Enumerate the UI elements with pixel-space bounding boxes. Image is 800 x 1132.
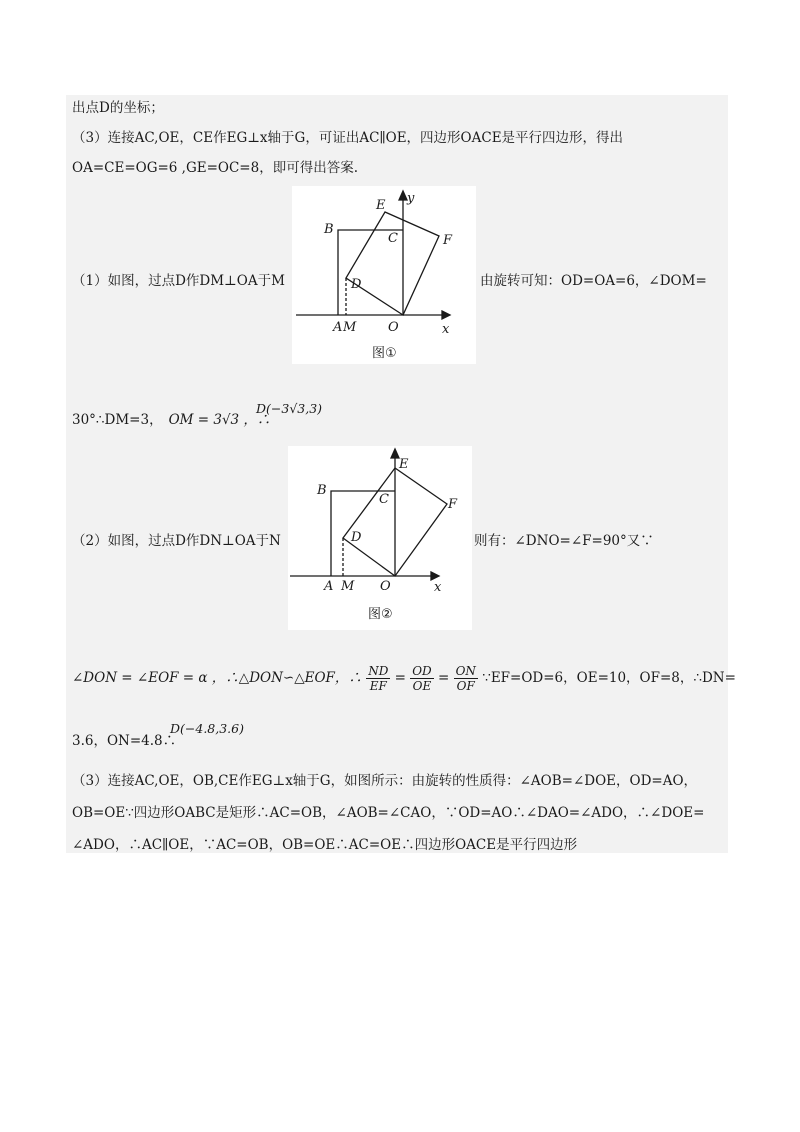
point-d-coordinates-2: D(−4.8,3.6) <box>170 721 244 736</box>
label-x: x <box>442 322 450 337</box>
part3-intro-line-a: （3）连接AC,OE，CE作EG⊥x轴于G，可证出AC∥OE，四边形OACE是平行四边形，得出 <box>72 130 624 146</box>
solution-1-text: 30°∴DM=3， <box>72 412 163 428</box>
label-x: x <box>434 580 442 595</box>
label-o: O <box>388 320 399 335</box>
label-c: C <box>379 492 389 507</box>
solution-1-line-a: （1）如图，过点D作DM⊥OA于M <box>72 273 285 289</box>
solution-3-line-a: （3）连接AC,OE，OB,CE作EG⊥x轴于G，如图所示：由旋转的性质得：∠AOB=∠DOE，OD=AO， <box>72 773 698 789</box>
solution-2-values: ∵EF=OD=6，OE=10，OF=8，∴DN= <box>482 670 736 686</box>
solution-2-line-c <box>72 664 736 693</box>
label-b: B <box>317 483 327 498</box>
label-d: D <box>351 277 362 292</box>
label-c: C <box>388 231 398 246</box>
solution-2-line-a: （2）如图，过点D作DN⊥OA于N <box>72 533 281 549</box>
equals-sign: = <box>437 670 450 686</box>
fraction-on-of: $\frac{ON}{OF}$ <box>455 664 476 693</box>
fraction-od-oe: $\frac{OD}{OE}$ <box>412 664 432 693</box>
figure-2-caption: 图② <box>368 607 393 622</box>
solution-3-line-b: OB=OE∵四边形OABC是矩形∴AC=OB，∠AOB=∠CAO，∵OD=AO∴∠DAO=∠ADO，∴∠DOE= <box>72 805 705 821</box>
y-axis-arrow <box>391 449 399 458</box>
label-a: A <box>324 579 334 594</box>
label-f: F <box>443 233 453 248</box>
solution-1-line-b: 由旋转可知：OD=OA=6，∠DOM= <box>480 273 707 289</box>
text-line-1: 出点D的坐标； <box>72 100 164 116</box>
equals-sign: = <box>394 670 406 686</box>
fraction-nd-ef: $\frac{ND}{EF}$ <box>368 664 389 693</box>
label-o: O <box>380 579 391 594</box>
part3-intro-line-b: OA=CE=OG=6 ,GE=OC=8，即可得出答案. <box>72 160 358 176</box>
label-e: E <box>399 457 409 472</box>
label-a: A <box>333 320 343 335</box>
label-f: F <box>448 497 458 512</box>
figure-1 <box>292 186 476 364</box>
rectangle-odef <box>346 212 439 315</box>
solution-3-line-c: ∠ADO，∴AC∥OE，∵AC=OB，OB=OE∴AC=OE∴四边形OACE是平行四边形 <box>72 837 578 853</box>
label-m: M <box>343 320 357 335</box>
x-axis-arrow <box>431 572 439 580</box>
figure-1-diagram <box>292 186 476 364</box>
x-axis-arrow <box>442 311 450 319</box>
figure-2 <box>288 446 472 630</box>
y-axis-arrow <box>399 191 407 200</box>
point-d-coordinates-1: D(−3√3,3) <box>256 401 323 416</box>
solution-2-line-d: 3.6，ON=4.8∴ <box>72 733 177 749</box>
figure-1-caption: 图① <box>372 346 397 361</box>
label-b: B <box>324 222 334 237</box>
solution-1-math: OM = 3√3 ，∴ <box>168 412 271 428</box>
angle-equation: ∠DON = ∠EOF = α ，∴△DON∽△EOF，∴ <box>72 670 362 686</box>
solution-1-line-c <box>72 410 270 430</box>
label-e: E <box>376 198 386 213</box>
figure-2-diagram <box>288 446 472 630</box>
solution-2-line-b: 则有：∠DNO=∠F=90°又∵ <box>474 533 654 549</box>
label-d: D <box>351 530 362 545</box>
label-y: y <box>407 191 415 206</box>
label-m: M <box>341 579 355 594</box>
